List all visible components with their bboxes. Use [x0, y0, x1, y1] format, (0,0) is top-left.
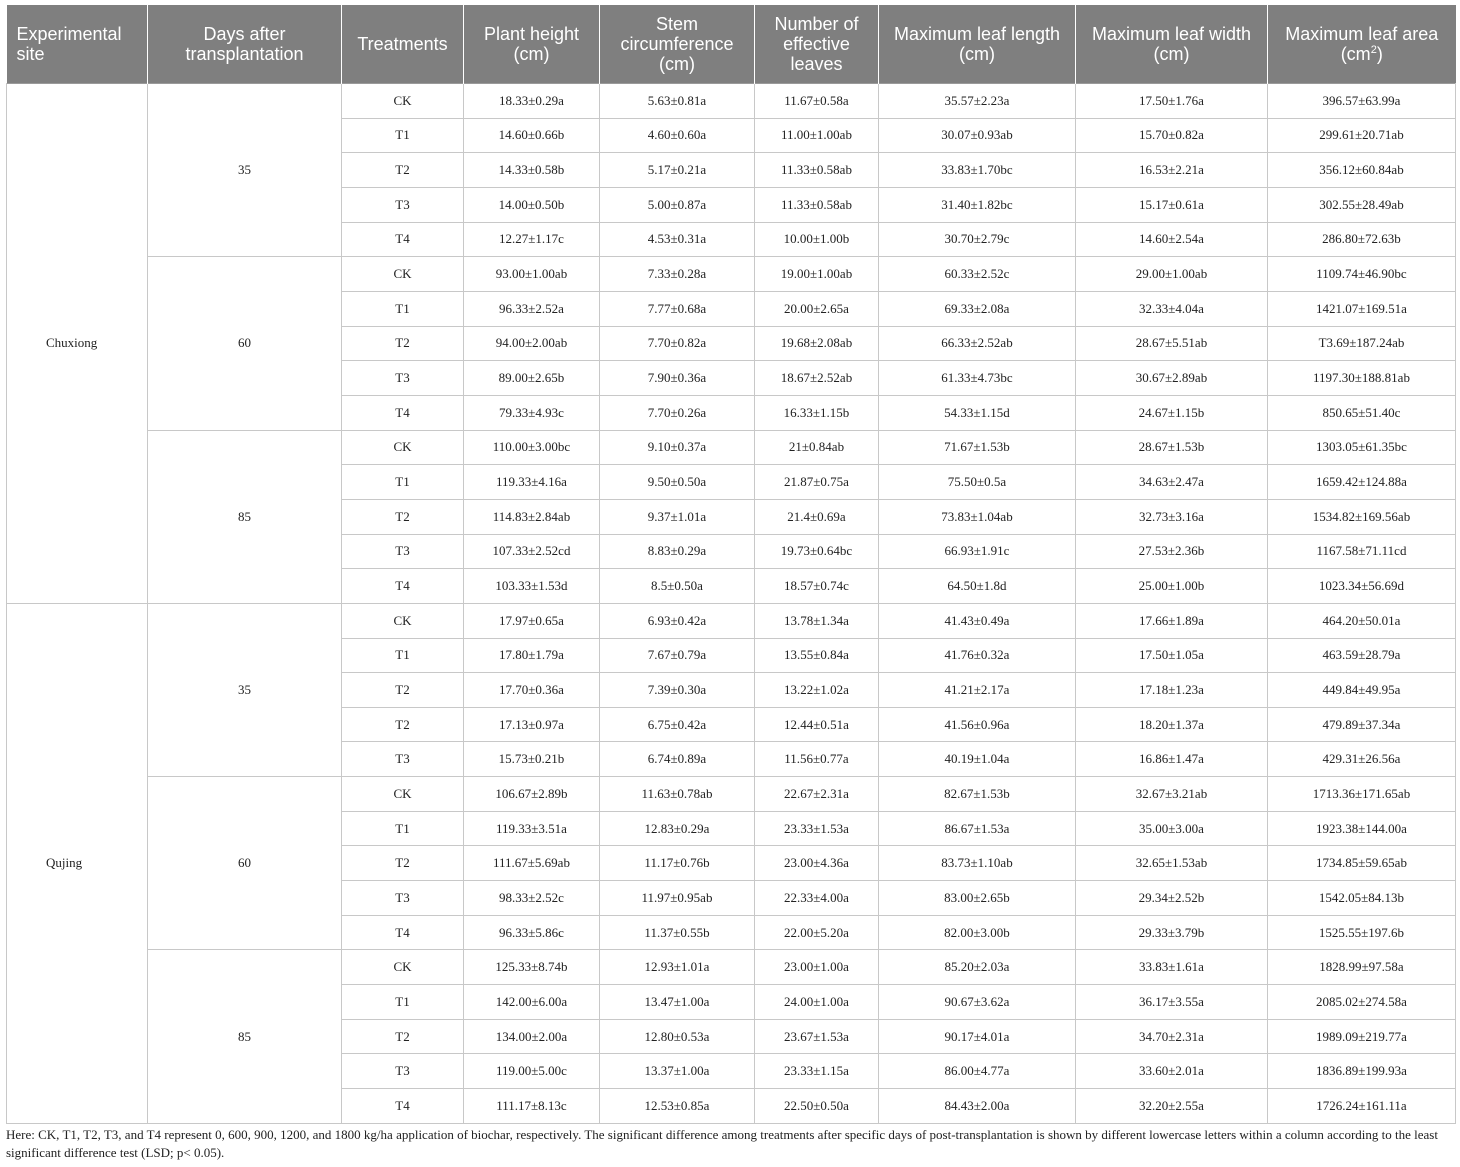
treatment-cell: T1 — [342, 118, 464, 153]
header-plant-height: Plant height (cm) — [464, 5, 600, 84]
leaf-width-cell: 17.66±1.89a — [1076, 603, 1268, 638]
leaf-width-cell: 33.60±2.01a — [1076, 1054, 1268, 1089]
leaf-width-cell: 32.20±2.55a — [1076, 1089, 1268, 1124]
stem-circumference-cell: 7.90±0.36a — [600, 361, 755, 396]
effective-leaves-cell: 24.00±1.00a — [755, 985, 879, 1020]
leaf-area-cell: 302.55±28.49ab — [1268, 187, 1456, 222]
treatment-cell: T3 — [342, 361, 464, 396]
leaf-length-cell: 60.33±2.52c — [879, 257, 1076, 292]
stem-circumference-cell: 5.00±0.87a — [600, 187, 755, 222]
leaf-width-cell: 15.17±0.61a — [1076, 187, 1268, 222]
effective-leaves-cell: 22.67±2.31a — [755, 777, 879, 812]
leaf-width-cell: 35.00±3.00a — [1076, 811, 1268, 846]
leaf-width-cell: 16.53±2.21a — [1076, 153, 1268, 188]
treatment-cell: T1 — [342, 465, 464, 500]
plant-height-cell: 79.33±4.93c — [464, 395, 600, 430]
leaf-width-cell: 28.67±5.51ab — [1076, 326, 1268, 361]
header-stem-circumference: Stem circumference (cm) — [600, 5, 755, 84]
leaf-width-cell: 27.53±2.36b — [1076, 534, 1268, 569]
treatment-cell: T2 — [342, 1019, 464, 1054]
leaf-width-cell: 24.67±1.15b — [1076, 395, 1268, 430]
header-leaf-length: Maximum leaf length (cm) — [879, 5, 1076, 84]
leaf-width-cell: 17.50±1.05a — [1076, 638, 1268, 673]
effective-leaves-cell: 11.33±0.58ab — [755, 153, 879, 188]
effective-leaves-cell: 20.00±2.65a — [755, 291, 879, 326]
leaf-length-cell: 30.70±2.79c — [879, 222, 1076, 257]
table-row — [7, 950, 1456, 985]
leaf-length-cell: 83.00±2.65b — [879, 881, 1076, 916]
treatment-cell: T4 — [342, 1089, 464, 1124]
stem-circumference-cell: 7.67±0.79a — [600, 638, 755, 673]
leaf-length-cell: 64.50±1.8d — [879, 569, 1076, 604]
effective-leaves-cell: 21.4±0.69a — [755, 499, 879, 534]
plant-height-cell: 114.83±2.84ab — [464, 499, 600, 534]
effective-leaves-cell: 13.22±1.02a — [755, 673, 879, 708]
table-body — [7, 84, 1456, 1124]
effective-leaves-cell: 19.00±1.00ab — [755, 257, 879, 292]
leaf-width-cell: 29.34±2.52b — [1076, 881, 1268, 916]
leaf-area-cell: 479.89±37.34a — [1268, 707, 1456, 742]
stem-circumference-cell: 9.10±0.37a — [600, 430, 755, 465]
leaf-area-cell: 1726.24±161.11a — [1268, 1089, 1456, 1124]
leaf-length-cell: 40.19±1.04a — [879, 742, 1076, 777]
effective-leaves-cell: 23.33±1.53a — [755, 811, 879, 846]
stem-circumference-cell: 11.97±0.95ab — [600, 881, 755, 916]
stem-circumference-cell: 7.33±0.28a — [600, 257, 755, 292]
stem-circumference-cell: 6.74±0.89a — [600, 742, 755, 777]
leaf-length-cell: 66.93±1.91c — [879, 534, 1076, 569]
plant-height-cell: 12.27±1.17c — [464, 222, 600, 257]
stem-circumference-cell: 8.83±0.29a — [600, 534, 755, 569]
leaf-length-cell: 82.00±3.00b — [879, 915, 1076, 950]
days-cell: 60 — [148, 257, 342, 430]
effective-leaves-cell: 12.44±0.51a — [755, 707, 879, 742]
effective-leaves-cell: 23.00±1.00a — [755, 950, 879, 985]
plant-height-cell: 93.00±1.00ab — [464, 257, 600, 292]
leaf-area-cell: 1023.34±56.69d — [1268, 569, 1456, 604]
leaf-area-cell: 464.20±50.01a — [1268, 603, 1456, 638]
leaf-length-cell: 41.43±0.49a — [879, 603, 1076, 638]
leaf-area-cell: 1167.58±71.11cd — [1268, 534, 1456, 569]
leaf-length-cell: 71.67±1.53b — [879, 430, 1076, 465]
stem-circumference-cell: 12.93±1.01a — [600, 950, 755, 985]
days-cell: 35 — [148, 603, 342, 776]
leaf-width-cell: 14.60±2.54a — [1076, 222, 1268, 257]
effective-leaves-cell: 18.67±2.52ab — [755, 361, 879, 396]
table-footnote: Here: CK, T1, T2, T3, and T4 represent 0, 600, 900, 1200, and 1800 kg/ha application of biochar, respectively. The significant difference among treatments after specific days of post-transplantation is shown by different lowercase letters within a column according to the least significant difference test (LSD; p< 0.05). — [6, 1127, 1438, 1160]
stem-circumference-cell: 7.39±0.30a — [600, 673, 755, 708]
leaf-area-cell: 286.80±72.63b — [1268, 222, 1456, 257]
effective-leaves-cell: 11.67±0.58a — [755, 84, 879, 119]
stem-circumference-cell: 6.75±0.42a — [600, 707, 755, 742]
plant-height-cell: 17.70±0.36a — [464, 673, 600, 708]
effective-leaves-cell: 16.33±1.15b — [755, 395, 879, 430]
treatment-cell: CK — [342, 430, 464, 465]
effective-leaves-cell: 19.73±0.64bc — [755, 534, 879, 569]
treatment-cell: T4 — [342, 395, 464, 430]
leaf-width-cell: 32.73±3.16a — [1076, 499, 1268, 534]
leaf-area-cell: 463.59±28.79a — [1268, 638, 1456, 673]
plant-height-cell: 125.33±8.74b — [464, 950, 600, 985]
leaf-length-cell: 33.83±1.70bc — [879, 153, 1076, 188]
plant-height-cell: 15.73±0.21b — [464, 742, 600, 777]
stem-circumference-cell: 5.63±0.81a — [600, 84, 755, 119]
treatment-cell: CK — [342, 603, 464, 638]
plant-height-cell: 111.67±5.69ab — [464, 846, 600, 881]
leaf-length-cell: 85.20±2.03a — [879, 950, 1076, 985]
header-treatments: Treatments — [342, 5, 464, 84]
leaf-length-cell: 82.67±1.53b — [879, 777, 1076, 812]
leaf-area-cell: T3.69±187.24ab — [1268, 326, 1456, 361]
treatment-cell: T1 — [342, 811, 464, 846]
leaf-width-cell: 32.65±1.53ab — [1076, 846, 1268, 881]
leaf-length-cell: 41.56±0.96a — [879, 707, 1076, 742]
days-cell: 85 — [148, 950, 342, 1123]
treatment-cell: T2 — [342, 707, 464, 742]
plant-height-cell: 96.33±2.52a — [464, 291, 600, 326]
leaf-area-cell: 1542.05±84.13b — [1268, 881, 1456, 916]
leaf-width-cell: 33.83±1.61a — [1076, 950, 1268, 985]
plant-height-cell: 119.00±5.00c — [464, 1054, 600, 1089]
plant-height-cell: 119.33±4.16a — [464, 465, 600, 500]
stem-circumference-cell: 12.83±0.29a — [600, 811, 755, 846]
effective-leaves-cell: 22.50±0.50a — [755, 1089, 879, 1124]
plant-height-cell: 119.33±3.51a — [464, 811, 600, 846]
effective-leaves-cell: 13.55±0.84a — [755, 638, 879, 673]
leaf-length-cell: 31.40±1.82bc — [879, 187, 1076, 222]
leaf-width-cell: 34.70±2.31a — [1076, 1019, 1268, 1054]
leaf-width-cell: 15.70±0.82a — [1076, 118, 1268, 153]
leaf-length-cell: 86.00±4.77a — [879, 1054, 1076, 1089]
days-cell: 60 — [148, 777, 342, 950]
table-row — [7, 603, 1456, 638]
leaf-area-cell: 1525.55±197.6b — [1268, 915, 1456, 950]
table-row — [7, 430, 1456, 465]
leaf-area-cell: 850.65±51.40c — [1268, 395, 1456, 430]
leaf-area-cell: 429.31±26.56a — [1268, 742, 1456, 777]
plant-height-cell: 89.00±2.65b — [464, 361, 600, 396]
leaf-width-cell: 29.00±1.00ab — [1076, 257, 1268, 292]
treatment-cell: CK — [342, 84, 464, 119]
leaf-area-cell: 1659.42±124.88a — [1268, 465, 1456, 500]
header-leaf-area-sup: 2 — [1370, 44, 1377, 56]
treatment-cell: CK — [342, 777, 464, 812]
treatment-cell: T1 — [342, 638, 464, 673]
plant-height-cell: 14.00±0.50b — [464, 187, 600, 222]
growth-table — [6, 5, 1456, 1124]
stem-circumference-cell: 6.93±0.42a — [600, 603, 755, 638]
stem-circumference-cell: 7.77±0.68a — [600, 291, 755, 326]
leaf-width-cell: 30.67±2.89ab — [1076, 361, 1268, 396]
stem-circumference-cell: 5.17±0.21a — [600, 153, 755, 188]
treatment-cell: T3 — [342, 1054, 464, 1089]
effective-leaves-cell: 22.00±5.20a — [755, 915, 879, 950]
treatment-cell: T1 — [342, 291, 464, 326]
effective-leaves-cell: 21.87±0.75a — [755, 465, 879, 500]
leaf-area-cell: 1303.05±61.35bc — [1268, 430, 1456, 465]
header-effective-leaves: Number of effective leaves — [755, 5, 879, 84]
header-leaf-area — [1268, 5, 1456, 84]
stem-circumference-cell: 11.17±0.76b — [600, 846, 755, 881]
stem-circumference-cell: 13.47±1.00a — [600, 985, 755, 1020]
plant-height-cell: 107.33±2.52cd — [464, 534, 600, 569]
leaf-width-cell: 32.67±3.21ab — [1076, 777, 1268, 812]
plant-height-cell: 106.67±2.89b — [464, 777, 600, 812]
leaf-length-cell: 83.73±1.10ab — [879, 846, 1076, 881]
effective-leaves-cell: 11.56±0.77a — [755, 742, 879, 777]
leaf-area-cell: 449.84±49.95a — [1268, 673, 1456, 708]
header-row — [7, 5, 1456, 84]
leaf-area-cell: 1923.38±144.00a — [1268, 811, 1456, 846]
effective-leaves-cell: 11.00±1.00ab — [755, 118, 879, 153]
header-leaf-area-prefix: Maximum leaf area (cm — [1285, 24, 1439, 64]
plant-height-cell: 17.97±0.65a — [464, 603, 600, 638]
treatment-cell: T2 — [342, 846, 464, 881]
effective-leaves-cell: 23.00±4.36a — [755, 846, 879, 881]
stem-circumference-cell: 12.80±0.53a — [600, 1019, 755, 1054]
treatment-cell: T1 — [342, 985, 464, 1020]
leaf-length-cell: 90.17±4.01a — [879, 1019, 1076, 1054]
effective-leaves-cell: 13.78±1.34a — [755, 603, 879, 638]
header-site: Experimental site — [7, 5, 148, 84]
leaf-length-cell: 73.83±1.04ab — [879, 499, 1076, 534]
days-cell: 35 — [148, 84, 342, 257]
treatment-cell: CK — [342, 950, 464, 985]
leaf-area-cell: 1534.82±169.56ab — [1268, 499, 1456, 534]
stem-circumference-cell: 9.50±0.50a — [600, 465, 755, 500]
effective-leaves-cell: 19.68±2.08ab — [755, 326, 879, 361]
treatment-cell: T3 — [342, 742, 464, 777]
treatment-cell: T2 — [342, 499, 464, 534]
leaf-width-cell: 36.17±3.55a — [1076, 985, 1268, 1020]
leaf-area-cell: 2085.02±274.58a — [1268, 985, 1456, 1020]
plant-height-cell: 14.60±0.66b — [464, 118, 600, 153]
leaf-length-cell: 86.67±1.53a — [879, 811, 1076, 846]
plant-height-cell: 96.33±5.86c — [464, 915, 600, 950]
leaf-width-cell: 16.86±1.47a — [1076, 742, 1268, 777]
leaf-width-cell: 29.33±3.79b — [1076, 915, 1268, 950]
site-cell: Qujing — [7, 603, 148, 1123]
plant-height-cell: 94.00±2.00ab — [464, 326, 600, 361]
treatment-cell: T4 — [342, 915, 464, 950]
treatment-cell: T3 — [342, 187, 464, 222]
treatment-cell: T4 — [342, 222, 464, 257]
plant-height-cell: 111.17±8.13c — [464, 1089, 600, 1124]
leaf-area-cell: 1734.85±59.65ab — [1268, 846, 1456, 881]
leaf-length-cell: 41.21±2.17a — [879, 673, 1076, 708]
leaf-area-cell: 396.57±63.99a — [1268, 84, 1456, 119]
leaf-width-cell: 17.50±1.76a — [1076, 84, 1268, 119]
table-row — [7, 777, 1456, 812]
leaf-length-cell: 54.33±1.15d — [879, 395, 1076, 430]
leaf-length-cell: 35.57±2.23a — [879, 84, 1076, 119]
leaf-width-cell: 17.18±1.23a — [1076, 673, 1268, 708]
effective-leaves-cell: 23.33±1.15a — [755, 1054, 879, 1089]
plant-height-cell: 98.33±2.52c — [464, 881, 600, 916]
treatment-cell: CK — [342, 257, 464, 292]
leaf-length-cell: 66.33±2.52ab — [879, 326, 1076, 361]
plant-height-cell: 103.33±1.53d — [464, 569, 600, 604]
effective-leaves-cell: 21±0.84ab — [755, 430, 879, 465]
effective-leaves-cell: 22.33±4.00a — [755, 881, 879, 916]
leaf-area-cell: 1713.36±171.65ab — [1268, 777, 1456, 812]
treatment-cell: T3 — [342, 534, 464, 569]
leaf-length-cell: 30.07±0.93ab — [879, 118, 1076, 153]
plant-height-cell: 134.00±2.00a — [464, 1019, 600, 1054]
leaf-width-cell: 28.67±1.53b — [1076, 430, 1268, 465]
leaf-area-cell: 1197.30±188.81ab — [1268, 361, 1456, 396]
stem-circumference-cell: 7.70±0.82a — [600, 326, 755, 361]
leaf-area-cell: 356.12±60.84ab — [1268, 153, 1456, 188]
treatment-cell: T3 — [342, 881, 464, 916]
treatment-cell: T4 — [342, 569, 464, 604]
leaf-length-cell: 61.33±4.73bc — [879, 361, 1076, 396]
leaf-width-cell: 34.63±2.47a — [1076, 465, 1268, 500]
effective-leaves-cell: 11.33±0.58ab — [755, 187, 879, 222]
stem-circumference-cell: 4.53±0.31a — [600, 222, 755, 257]
table-row — [7, 257, 1456, 292]
stem-circumference-cell: 13.37±1.00a — [600, 1054, 755, 1089]
header-days: Days after transplantation — [148, 5, 342, 84]
data-table-container — [6, 5, 1455, 1124]
leaf-width-cell: 18.20±1.37a — [1076, 707, 1268, 742]
stem-circumference-cell: 11.63±0.78ab — [600, 777, 755, 812]
stem-circumference-cell: 9.37±1.01a — [600, 499, 755, 534]
leaf-width-cell: 32.33±4.04a — [1076, 291, 1268, 326]
stem-circumference-cell: 8.5±0.50a — [600, 569, 755, 604]
plant-height-cell: 110.00±3.00bc — [464, 430, 600, 465]
effective-leaves-cell: 18.57±0.74c — [755, 569, 879, 604]
treatment-cell: T2 — [342, 326, 464, 361]
leaf-length-cell: 75.50±0.5a — [879, 465, 1076, 500]
effective-leaves-cell: 10.00±1.00b — [755, 222, 879, 257]
leaf-length-cell: 84.43±2.00a — [879, 1089, 1076, 1124]
days-cell: 85 — [148, 430, 342, 603]
stem-circumference-cell: 7.70±0.26a — [600, 395, 755, 430]
leaf-area-cell: 1836.89±199.93a — [1268, 1054, 1456, 1089]
stem-circumference-cell: 4.60±0.60a — [600, 118, 755, 153]
leaf-area-cell: 1109.74±46.90bc — [1268, 257, 1456, 292]
leaf-area-cell: 1828.99±97.58a — [1268, 950, 1456, 985]
table-row — [7, 84, 1456, 119]
leaf-length-cell: 69.33±2.08a — [879, 291, 1076, 326]
header-leaf-width: Maximum leaf width (cm) — [1076, 5, 1268, 84]
plant-height-cell: 17.13±0.97a — [464, 707, 600, 742]
leaf-area-cell: 1421.07±169.51a — [1268, 291, 1456, 326]
effective-leaves-cell: 23.67±1.53a — [755, 1019, 879, 1054]
stem-circumference-cell: 11.37±0.55b — [600, 915, 755, 950]
plant-height-cell: 17.80±1.79a — [464, 638, 600, 673]
site-cell: Chuxiong — [7, 84, 148, 604]
stem-circumference-cell: 12.53±0.85a — [600, 1089, 755, 1124]
plant-height-cell: 142.00±6.00a — [464, 985, 600, 1020]
leaf-length-cell: 41.76±0.32a — [879, 638, 1076, 673]
plant-height-cell: 14.33±0.58b — [464, 153, 600, 188]
treatment-cell: T2 — [342, 673, 464, 708]
leaf-area-cell: 1989.09±219.77a — [1268, 1019, 1456, 1054]
treatment-cell: T2 — [342, 153, 464, 188]
header-leaf-area-suffix: ) — [1376, 44, 1383, 64]
leaf-width-cell: 25.00±1.00b — [1076, 569, 1268, 604]
plant-height-cell: 18.33±0.29a — [464, 84, 600, 119]
leaf-area-cell: 299.61±20.71ab — [1268, 118, 1456, 153]
leaf-length-cell: 90.67±3.62a — [879, 985, 1076, 1020]
